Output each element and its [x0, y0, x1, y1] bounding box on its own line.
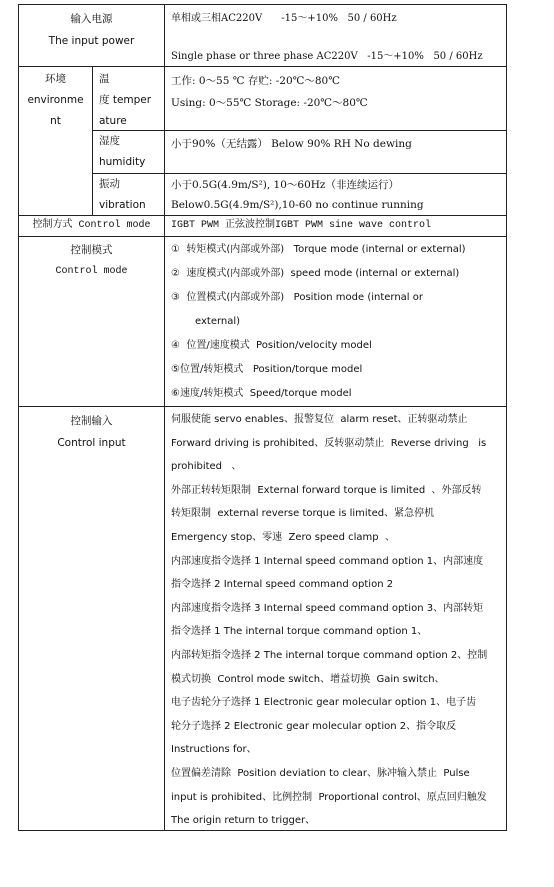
label-control-method: 控制方式 Control mode: [19, 216, 165, 237]
temperature-line-cn: 工作: 0～55 ℃ 存贮: -20℃～80℃: [171, 75, 340, 87]
control-input-line: 电子齿轮分子选择 1 Electronic gear molecular option 1、电子齿: [171, 697, 477, 709]
value-vibration: [165, 174, 507, 216]
control-input-line: 内部速度指令选择 1 Internal speed command option 1、内部速度: [171, 555, 484, 567]
label-control-input-cn: 控制输入: [70, 415, 113, 427]
label-control-mode-cn: 控制模式: [70, 244, 113, 256]
label-humidity: [93, 131, 165, 174]
label-environment-2: environme: [27, 94, 84, 106]
temperature-line-en: Using: 0～55℃ Storage: -20℃～80℃: [171, 97, 368, 109]
value-control-mode: [165, 237, 507, 407]
control-input-line: prohibited 、: [171, 461, 242, 473]
power-line-cn: 单相或三相AC220V -15～+10% 50 / 60Hz: [171, 13, 397, 24]
row-vibration: [93, 174, 507, 216]
power-line-en: Single phase or three phase AC220V -15～+10% 50 / 60Hz: [171, 51, 483, 62]
control-input-line: The origin return to trigger、: [171, 815, 316, 827]
control-mode-item-3: ③ 位置模式(内部或外部) Position mode (internal or: [171, 292, 423, 303]
label-humidity-2: humidity: [99, 156, 146, 168]
control-mode-item-3-cont: external): [195, 316, 241, 327]
label-input-power-en: The input power: [48, 35, 135, 47]
control-input-line: 位置偏差清除 Position deviation to clear、脉冲输入禁止 Pulse: [171, 767, 470, 779]
control-input-line: 伺服使能 servo enables、报警复位 alarm reset、正转驱动禁止: [171, 414, 468, 425]
control-mode-item-1: ① 转矩模式(内部或外部) Torque mode (internal or external): [171, 244, 466, 255]
label-vibration-1: 振动: [99, 178, 120, 190]
control-input-line: 内部速度指令选择 3 Internal speed command option 3、内部转矩: [171, 602, 484, 614]
value-input-power: [165, 5, 507, 67]
label-temperature-3: ature: [99, 115, 127, 127]
row-input-power: [19, 5, 507, 67]
label-temperature: [93, 67, 165, 131]
label-humidity-1: 湿度: [99, 135, 120, 147]
label-input-power-cn: 输入电源: [70, 13, 113, 25]
label-vibration: [93, 174, 165, 216]
value-temperature: [165, 67, 507, 131]
row-humidity: [93, 131, 507, 174]
label-environment-3: nt: [50, 115, 61, 127]
label-temperature-2: 度 temper: [99, 94, 152, 106]
spec-table: [18, 4, 507, 831]
control-input-line: Forward driving is prohibited、反转驱动禁止 Reverse driving is: [171, 437, 487, 449]
label-environment-1: 环境: [45, 73, 66, 85]
control-mode-item-5: ⑤位置/转矩模式 Position/torque model: [171, 364, 363, 375]
label-environment: [19, 67, 93, 216]
row-control-mode: [19, 237, 507, 407]
control-input-line: 模式切换 Control mode switch、增益切换 Gain switch、: [171, 673, 445, 685]
label-input-power: [19, 5, 165, 67]
control-mode-item-2: ② 速度模式(内部或外部) speed mode (internal or external): [171, 268, 460, 279]
control-input-line: 指令选择 2 Internal speed command option 2: [171, 579, 394, 591]
control-input-line: Instructions for、: [171, 744, 257, 756]
control-mode-item-4: ④ 位置/速度模式 Position/velocity model: [171, 340, 372, 351]
value-control-method: IGBT PWM 正弦波控制IGBT PWM sine wave control: [165, 216, 507, 237]
vibration-line-cn: 小于0.5G(4.9m/S²), 10～60Hz（非连续运行）: [171, 179, 399, 191]
label-control-input-en: Control input: [57, 437, 126, 449]
control-input-line: Emergency stop、零速 Zero speed clamp 、: [171, 531, 395, 543]
vibration-line-en: Below0.5G(4.9m/S²),10-60 no continue running: [171, 199, 424, 211]
value-control-input: [165, 407, 507, 831]
control-input-line: 指令选择 1 The internal torque command option 1、: [171, 626, 428, 638]
control-input-line: input is prohibited、比例控制 Proportional control、原点回归触发: [171, 791, 487, 803]
control-input-line: 外部正转转矩限制 External forward torque is limited 、外部反转: [171, 484, 482, 496]
label-vibration-2: vibration: [99, 199, 146, 211]
control-input-line: 内部转矩指令选择 2 The internal torque command option 2、控制: [171, 649, 488, 661]
value-humidity: [165, 131, 507, 174]
row-control-method: [19, 216, 507, 237]
humidity-line: 小于90%（无结露） Below 90% RH No dewing: [171, 138, 412, 150]
row-control-input: [19, 407, 507, 831]
control-mode-item-6: ⑥速度/转矩模式 Speed/torque model: [171, 388, 352, 399]
label-control-mode-en: Control mode: [55, 266, 128, 277]
row-temperature: [93, 67, 507, 131]
label-control-mode: [19, 237, 165, 407]
row-environment: [19, 67, 507, 216]
label-temperature-1: 温: [99, 73, 110, 85]
label-control-input: [19, 407, 165, 831]
control-input-line: 轮分子选择 2 Electronic gear molecular option 2、指令取反: [171, 720, 457, 732]
control-input-line: 转矩限制 external reverse torque is limited、紧急停机: [171, 508, 435, 520]
